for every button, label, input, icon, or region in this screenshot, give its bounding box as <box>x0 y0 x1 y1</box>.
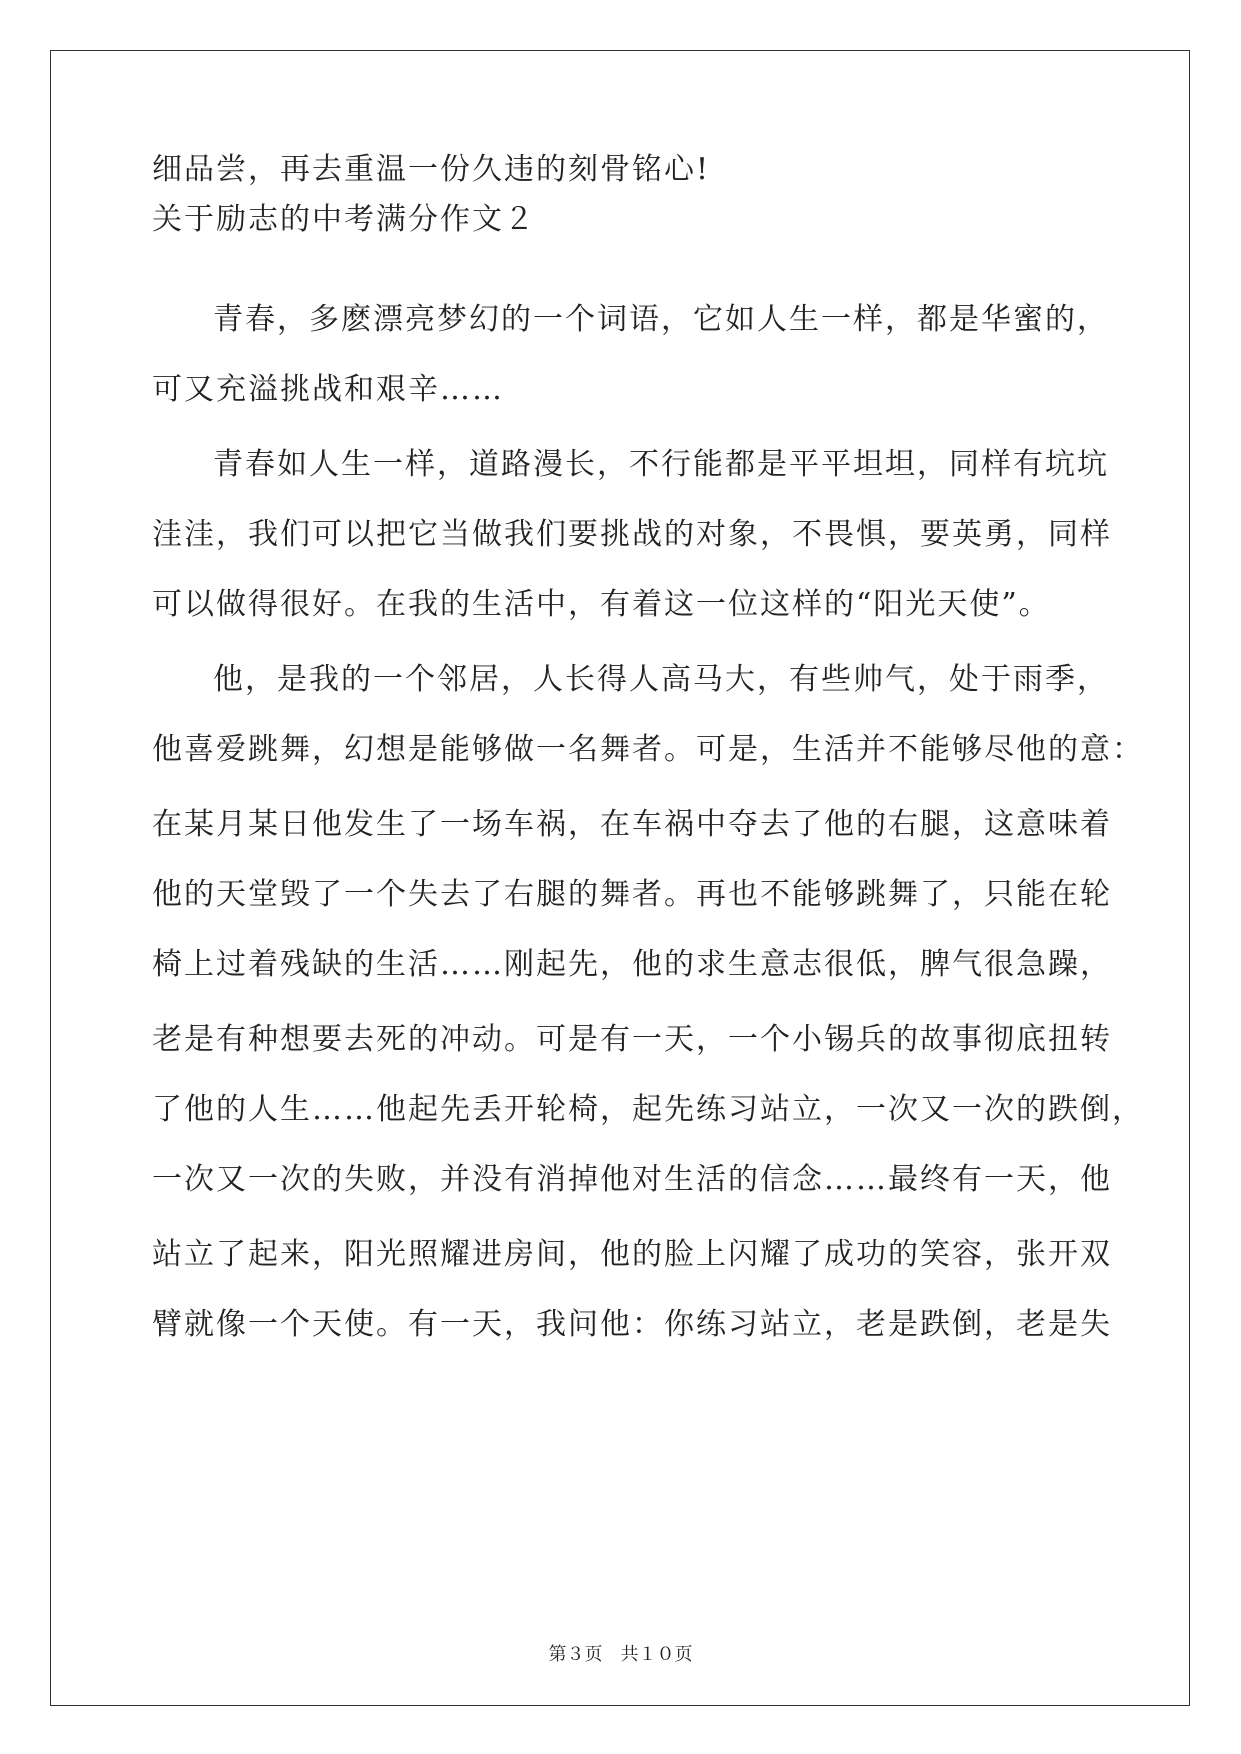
text-line: 了他的人生……他起先丢开轮椅，起先练习站立，一次又一次的跌倒， <box>152 1092 1144 1127</box>
text-line: 他，是我的一个邻居，人长得人高马大，有些帅气，处于雨季， <box>213 662 1109 697</box>
text-line: 臂就像一个天使。有一天，我问他：你练习站立，老是跌倒，老是失 <box>152 1307 1112 1342</box>
text-line: 可以做得很好。在我的生活中，有着这一位这样的“阳光天使”。 <box>152 587 1051 622</box>
text-line: 椅上过着残缺的生活……刚起先，他的求生意志很低，脾气很急躁， <box>152 947 1112 982</box>
text-line: 青春如人生一样，道路漫长，不行能都是平平坦坦，同样有坑坑 <box>213 447 1109 482</box>
text-line: 在某月某日他发生了一场车祸，在车祸中夺去了他的右腿，这意味着 <box>152 807 1112 842</box>
text-line: 他喜爱跳舞，幻想是能够做一名舞者。可是，生活并不能够尽他的意： <box>152 732 1144 767</box>
text-line: 可又充溢挑战和艰辛…… <box>152 372 504 407</box>
text-line: 青春，多麽漂亮梦幻的一个词语，它如人生一样，都是华蜜的， <box>213 302 1109 337</box>
section-heading: 关于励志的中考满分作文２ <box>152 202 536 237</box>
text-line: 洼洼，我们可以把它当做我们要挑战的对象，不畏惧，要英勇，同样 <box>152 517 1112 552</box>
page-number-footer: 第３页 共１０页 <box>548 1644 693 1665</box>
text-line: 他的天堂毁了一个失去了右腿的舞者。再也不能够跳舞了，只能在轮 <box>152 877 1112 912</box>
text-line: 一次又一次的失败，并没有消掉他对生活的信念……最终有一天，他 <box>152 1162 1112 1197</box>
text-line: 站立了起来，阳光照耀进房间，他的脸上闪耀了成功的笑容，张开双 <box>152 1237 1112 1272</box>
text-line: 老是有种想要去死的冲动。可是有一天，一个小锡兵的故事彻底扭转 <box>152 1022 1112 1057</box>
text-line: 细品尝，再去重温一份久违的刻骨铭心! <box>152 152 711 187</box>
